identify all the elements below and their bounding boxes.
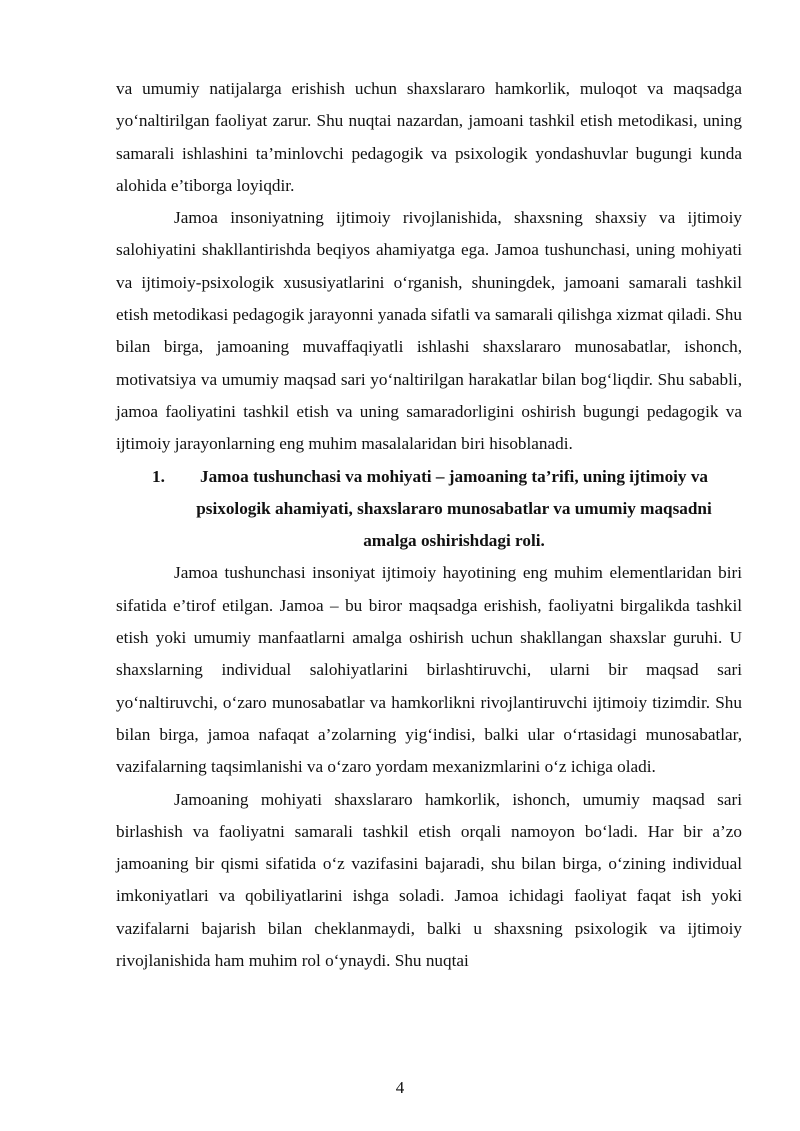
page-body [116,73,742,977]
paragraph-intro: Jamoa insoniyatning ijtimoiy rivojlanishida, shaxsning shaxsiy va ijtimoiy salohiyatini shakllantirishda beqiyos ahamiyatga ega. Jamoa tushunchasi, uning mohiyati va ijtimoiy-psixologik xususiyatlarini o‘rganish, shuningdek, jamoani samarali tashkil etish metodikasi pedagogik jarayonni yanada sifatli va samarali qilishga xizmat qiladi. Shu bilan birga, jamoaning muvaffaqiyatli ishlashi shaxslararo munosabatlar, ishonch, motivatsiya va umumiy maqsad sari yo‘naltirilgan harakatlar bilan bog‘liqdir. Shu sababli, jamoa faoliyatini tashkil etish va uning samaradorligini oshirish bugungi pedagogik va ijtimoiy jarayonlarning eng muhim masalalaridan biri hisoblanadi. [116,208,742,454]
section-heading [116,461,742,558]
section-number: 1. [152,466,165,486]
page-number: 4 [395,1078,405,1097]
paragraph-continuation: va umumiy natijalarga erishish uchun shaxslararo hamkorlik, muloqot va maqsadga yo‘naltirilgan faoliyat zarur. Shu nuqtai nazardan, jamoani tashkil etish metodikasi, uning samarali ishlashini ta’minlovchi pedagogik va psixologik yondashuvlar bugungi kunda alohida e’tiborga loyiqdir. [116,79,742,195]
paragraph-essence: Jamoaning mohiyati shaxslararo hamkorlik, ishonch, umumiy maqsad sari birlashish va faoliyatni samarali tashkil etish orqali namoyon bo‘ladi. Har bir a’zo jamoaning bir qismi sifatida o‘z vazifasini bajaradi, shu bilan birga, o‘zining individual imkoniyatlari va qobiliyatlarini ishga soladi. Jamoa ichidagi faoliyat faqat ish yoki vazifalarni bajarish bilan cheklanmaydi, balki u shaxsning psixologik va ijtimoiy rivojlanishida ham muhim rol o‘ynaydi. Shu nuqtai [116,789,742,971]
paragraph-definition: Jamoa tushunchasi insoniyat ijtimoiy hayotining eng muhim elementlaridan biri sifatida e’tirof etilgan. Jamoa – bu biror maqsadga erishish, faoliyatni birgalikda tashkil etish yoki umumiy manfaatlarni amalga oshirish uchun shakllangan shaxslar guruhi. U shaxslarning individual salohiyatlarini birlashtiruvchi, ularni bir maqsad sari yo‘naltiruvchi, o‘zaro munosabatlar va hamkorlikni rivojlantiruvchi ijtimoiy tizimdir. Shu bilan birga, jamoa nafaqat a’zolarning yig‘indisi, balki ular o‘rtasidagi munosabatlar, vazifalarning taqsimlanishi va o‘zaro yordam mexanizmlarini o‘z ichiga oladi. [116,563,742,777]
section-title: Jamoa tushunchasi va mohiyati – jamoaning ta’rifi, uning ijtimoiy va psixologik ahamiyati, shaxslararo munosabatlar va umumiy maqsadni amalga oshirishdagi roli. [196,466,712,551]
